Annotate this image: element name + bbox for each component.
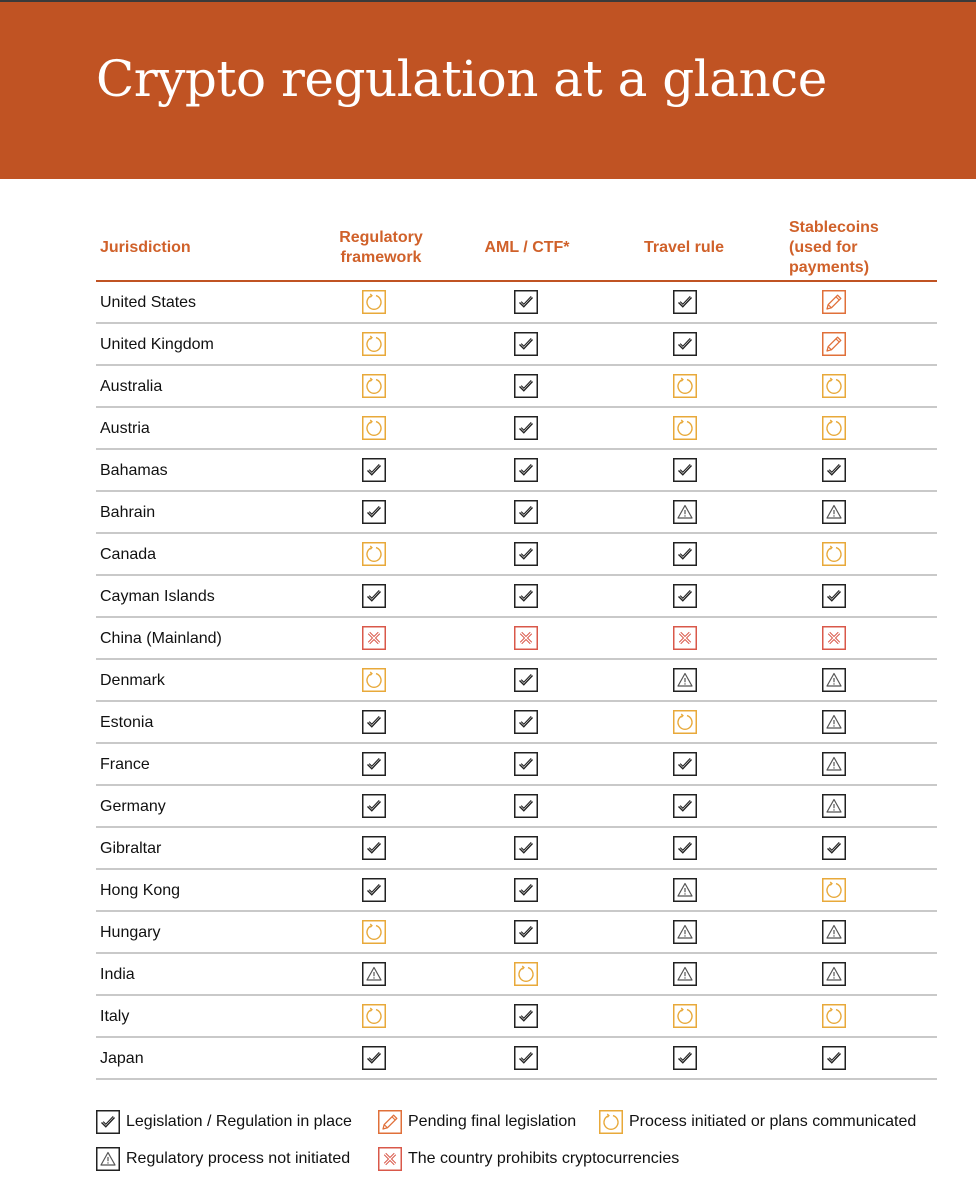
prohibited-x-icon	[514, 626, 538, 650]
checkmark-icon	[362, 836, 386, 860]
warning-triangle-icon	[822, 794, 846, 818]
circular-arrow-icon	[822, 1004, 846, 1028]
checkmark-icon	[362, 1046, 386, 1070]
cell-aml-ctf	[514, 500, 538, 524]
cell-stablecoins	[822, 878, 846, 902]
checkmark-icon	[673, 332, 697, 356]
prohibited-x-icon	[673, 626, 697, 650]
jurisdiction-name: Hong Kong	[100, 882, 181, 899]
cell-aml-ctf	[514, 626, 538, 650]
cell-travel-rule	[673, 710, 697, 734]
header-stablecoins: Stablecoins (used for payments)	[789, 219, 879, 276]
cell-travel-rule	[673, 290, 697, 314]
warning-triangle-icon	[362, 962, 386, 986]
cell-regulatory-framework	[362, 626, 386, 650]
cell-travel-rule	[673, 836, 697, 860]
cell-regulatory-framework	[362, 290, 386, 314]
cell-stablecoins	[822, 458, 846, 482]
legend-label: Process initiated or plans communicated	[629, 1113, 917, 1130]
circular-arrow-icon	[362, 542, 386, 566]
checkmark-icon	[822, 584, 846, 608]
table-row	[96, 870, 937, 912]
cell-stablecoins	[822, 836, 846, 860]
prohibited-x-icon	[378, 1147, 402, 1171]
cell-stablecoins	[822, 416, 846, 440]
cell-stablecoins	[822, 500, 846, 524]
checkmark-icon	[673, 794, 697, 818]
table-row	[96, 618, 937, 660]
header-aml-ctf: AML / CTF*	[484, 239, 570, 256]
cell-regulatory-framework	[362, 668, 386, 692]
checkmark-icon	[514, 500, 538, 524]
circular-arrow-icon	[822, 542, 846, 566]
table-row	[96, 408, 937, 450]
checkmark-icon	[673, 542, 697, 566]
cell-regulatory-framework	[362, 374, 386, 398]
table-body	[96, 282, 937, 1080]
circular-arrow-icon	[822, 878, 846, 902]
table-row	[96, 702, 937, 744]
circular-arrow-icon	[362, 374, 386, 398]
cell-stablecoins	[822, 626, 846, 650]
circular-arrow-icon	[599, 1110, 623, 1134]
checkmark-icon	[514, 1046, 538, 1070]
cell-travel-rule	[673, 542, 697, 566]
warning-triangle-icon	[673, 878, 697, 902]
pencil-icon	[378, 1110, 402, 1134]
cell-regulatory-framework	[362, 962, 386, 986]
cell-travel-rule	[673, 1004, 697, 1028]
checkmark-icon	[673, 1046, 697, 1070]
checkmark-icon	[514, 836, 538, 860]
warning-triangle-icon	[822, 920, 846, 944]
cell-travel-rule	[673, 668, 697, 692]
circular-arrow-icon	[362, 1004, 386, 1028]
table-row	[96, 786, 937, 828]
cell-stablecoins	[822, 920, 846, 944]
cell-aml-ctf	[514, 290, 538, 314]
circular-arrow-icon	[673, 416, 697, 440]
cell-aml-ctf	[514, 878, 538, 902]
cell-aml-ctf	[514, 1046, 538, 1070]
cell-regulatory-framework	[362, 794, 386, 818]
legend-label: Regulatory process not initiated	[126, 1150, 351, 1167]
table-row	[96, 576, 937, 618]
table-row	[96, 534, 937, 576]
cell-stablecoins	[822, 962, 846, 986]
warning-triangle-icon	[822, 668, 846, 692]
header-travel-rule: Travel rule	[643, 239, 725, 256]
jurisdiction-name: Bahamas	[100, 462, 168, 479]
cell-aml-ctf	[514, 332, 538, 356]
circular-arrow-icon	[362, 416, 386, 440]
checkmark-icon	[822, 836, 846, 860]
cell-regulatory-framework	[362, 752, 386, 776]
checkmark-icon	[514, 794, 538, 818]
jurisdiction-name: Estonia	[100, 714, 154, 731]
circular-arrow-icon	[362, 332, 386, 356]
checkmark-icon	[514, 752, 538, 776]
checkmark-icon	[673, 290, 697, 314]
cell-aml-ctf	[514, 458, 538, 482]
table-row	[96, 324, 937, 366]
prohibited-x-icon	[822, 626, 846, 650]
cell-aml-ctf	[514, 584, 538, 608]
cell-aml-ctf	[514, 416, 538, 440]
cell-travel-rule	[673, 500, 697, 524]
circular-arrow-icon	[362, 668, 386, 692]
cell-travel-rule	[673, 878, 697, 902]
jurisdiction-name: Austria	[100, 420, 150, 437]
cell-aml-ctf	[514, 962, 538, 986]
checkmark-icon	[514, 668, 538, 692]
circular-arrow-icon	[514, 962, 538, 986]
cell-stablecoins	[822, 710, 846, 734]
jurisdiction-name: Gibraltar	[100, 840, 162, 857]
cell-travel-rule	[673, 794, 697, 818]
circular-arrow-icon	[362, 920, 386, 944]
cell-travel-rule	[673, 332, 697, 356]
cell-stablecoins	[822, 332, 846, 356]
pencil-icon	[822, 290, 846, 314]
jurisdiction-name: United States	[100, 294, 197, 311]
jurisdiction-name: Hungary	[100, 924, 161, 941]
warning-triangle-icon	[673, 668, 697, 692]
cell-regulatory-framework	[362, 920, 386, 944]
checkmark-icon	[514, 1004, 538, 1028]
checkmark-icon	[362, 584, 386, 608]
cell-aml-ctf	[514, 836, 538, 860]
checkmark-icon	[673, 458, 697, 482]
jurisdiction-name: Germany	[100, 798, 166, 815]
checkmark-icon	[673, 836, 697, 860]
cell-aml-ctf	[514, 542, 538, 566]
checkmark-icon	[514, 332, 538, 356]
cell-regulatory-framework	[362, 500, 386, 524]
table-row	[96, 450, 937, 492]
cell-regulatory-framework	[362, 458, 386, 482]
cell-aml-ctf	[514, 710, 538, 734]
checkmark-icon	[673, 584, 697, 608]
cell-travel-rule	[673, 458, 697, 482]
warning-triangle-icon	[822, 752, 846, 776]
checkmark-icon	[673, 752, 697, 776]
cell-aml-ctf	[514, 668, 538, 692]
checkmark-icon	[514, 458, 538, 482]
checkmark-icon	[822, 458, 846, 482]
cell-stablecoins	[822, 794, 846, 818]
cell-regulatory-framework	[362, 1046, 386, 1070]
cell-travel-rule	[673, 584, 697, 608]
cell-travel-rule	[673, 416, 697, 440]
table-row	[96, 744, 937, 786]
warning-triangle-icon	[96, 1147, 120, 1171]
jurisdiction-name: China (Mainland)	[100, 630, 222, 647]
pencil-icon	[822, 332, 846, 356]
table-row	[96, 1038, 937, 1080]
checkmark-icon	[514, 374, 538, 398]
cell-stablecoins	[822, 290, 846, 314]
cell-aml-ctf	[514, 1004, 538, 1028]
cell-regulatory-framework	[362, 542, 386, 566]
cell-stablecoins	[822, 668, 846, 692]
cell-regulatory-framework	[362, 1004, 386, 1028]
header-jurisdiction: Jurisdiction	[100, 239, 191, 256]
warning-triangle-icon	[673, 962, 697, 986]
cell-stablecoins	[822, 1004, 846, 1028]
cell-stablecoins	[822, 542, 846, 566]
header-regulatory-framework: Regulatory framework	[339, 229, 423, 266]
checkmark-icon	[514, 584, 538, 608]
jurisdiction-name: Japan	[100, 1050, 144, 1067]
cell-regulatory-framework	[362, 416, 386, 440]
jurisdiction-name: Cayman Islands	[100, 588, 215, 605]
table-row	[96, 954, 937, 996]
checkmark-icon	[362, 878, 386, 902]
table-row	[96, 912, 937, 954]
jurisdiction-name: Denmark	[100, 672, 165, 689]
circular-arrow-icon	[673, 710, 697, 734]
cell-travel-rule	[673, 1046, 697, 1070]
table-row	[96, 282, 937, 324]
table-header	[96, 214, 937, 282]
circular-arrow-icon	[673, 374, 697, 398]
jurisdiction-name: Australia	[100, 378, 163, 395]
cell-stablecoins	[822, 752, 846, 776]
table-row	[96, 366, 937, 408]
cell-travel-rule	[673, 752, 697, 776]
warning-triangle-icon	[822, 962, 846, 986]
legend-label: The country prohibits cryptocurrencies	[408, 1150, 680, 1167]
cell-aml-ctf	[514, 374, 538, 398]
checkmark-icon	[362, 794, 386, 818]
checkmark-icon	[362, 500, 386, 524]
checkmark-icon	[514, 416, 538, 440]
page-title: Crypto regulation at a glance	[96, 50, 827, 108]
table-row	[96, 828, 937, 870]
checkmark-icon	[822, 1046, 846, 1070]
cell-travel-rule	[673, 374, 697, 398]
checkmark-icon	[514, 542, 538, 566]
table-row	[96, 492, 937, 534]
checkmark-icon	[96, 1110, 120, 1134]
checkmark-icon	[514, 920, 538, 944]
cell-travel-rule	[673, 920, 697, 944]
jurisdiction-name: France	[100, 756, 150, 773]
cell-stablecoins	[822, 584, 846, 608]
warning-triangle-icon	[822, 500, 846, 524]
jurisdiction-name: Italy	[100, 1008, 130, 1025]
cell-regulatory-framework	[362, 332, 386, 356]
cell-regulatory-framework	[362, 836, 386, 860]
warning-triangle-icon	[822, 710, 846, 734]
cell-stablecoins	[822, 1046, 846, 1070]
cell-aml-ctf	[514, 752, 538, 776]
warning-triangle-icon	[673, 500, 697, 524]
circular-arrow-icon	[822, 374, 846, 398]
title-banner	[0, 2, 976, 179]
checkmark-icon	[362, 710, 386, 734]
cell-travel-rule	[673, 626, 697, 650]
checkmark-icon	[362, 752, 386, 776]
warning-triangle-icon	[673, 920, 697, 944]
cell-regulatory-framework	[362, 584, 386, 608]
checkmark-icon	[362, 458, 386, 482]
cell-regulatory-framework	[362, 710, 386, 734]
cell-regulatory-framework	[362, 878, 386, 902]
checkmark-icon	[514, 878, 538, 902]
checkmark-icon	[514, 710, 538, 734]
cell-aml-ctf	[514, 920, 538, 944]
jurisdiction-name: United Kingdom	[100, 336, 214, 353]
cell-travel-rule	[673, 962, 697, 986]
jurisdiction-name: India	[100, 966, 135, 983]
cell-stablecoins	[822, 374, 846, 398]
legend-label: Pending final legislation	[408, 1113, 577, 1130]
jurisdiction-name: Canada	[100, 546, 157, 563]
cell-aml-ctf	[514, 794, 538, 818]
circular-arrow-icon	[822, 416, 846, 440]
circular-arrow-icon	[673, 1004, 697, 1028]
regulation-table	[96, 214, 937, 1080]
circular-arrow-icon	[362, 290, 386, 314]
prohibited-x-icon	[362, 626, 386, 650]
table-row	[96, 660, 937, 702]
jurisdiction-name: Bahrain	[100, 504, 156, 521]
legend-label: Legislation / Regulation in place	[126, 1113, 352, 1130]
table-row	[96, 996, 937, 1038]
checkmark-icon	[514, 290, 538, 314]
